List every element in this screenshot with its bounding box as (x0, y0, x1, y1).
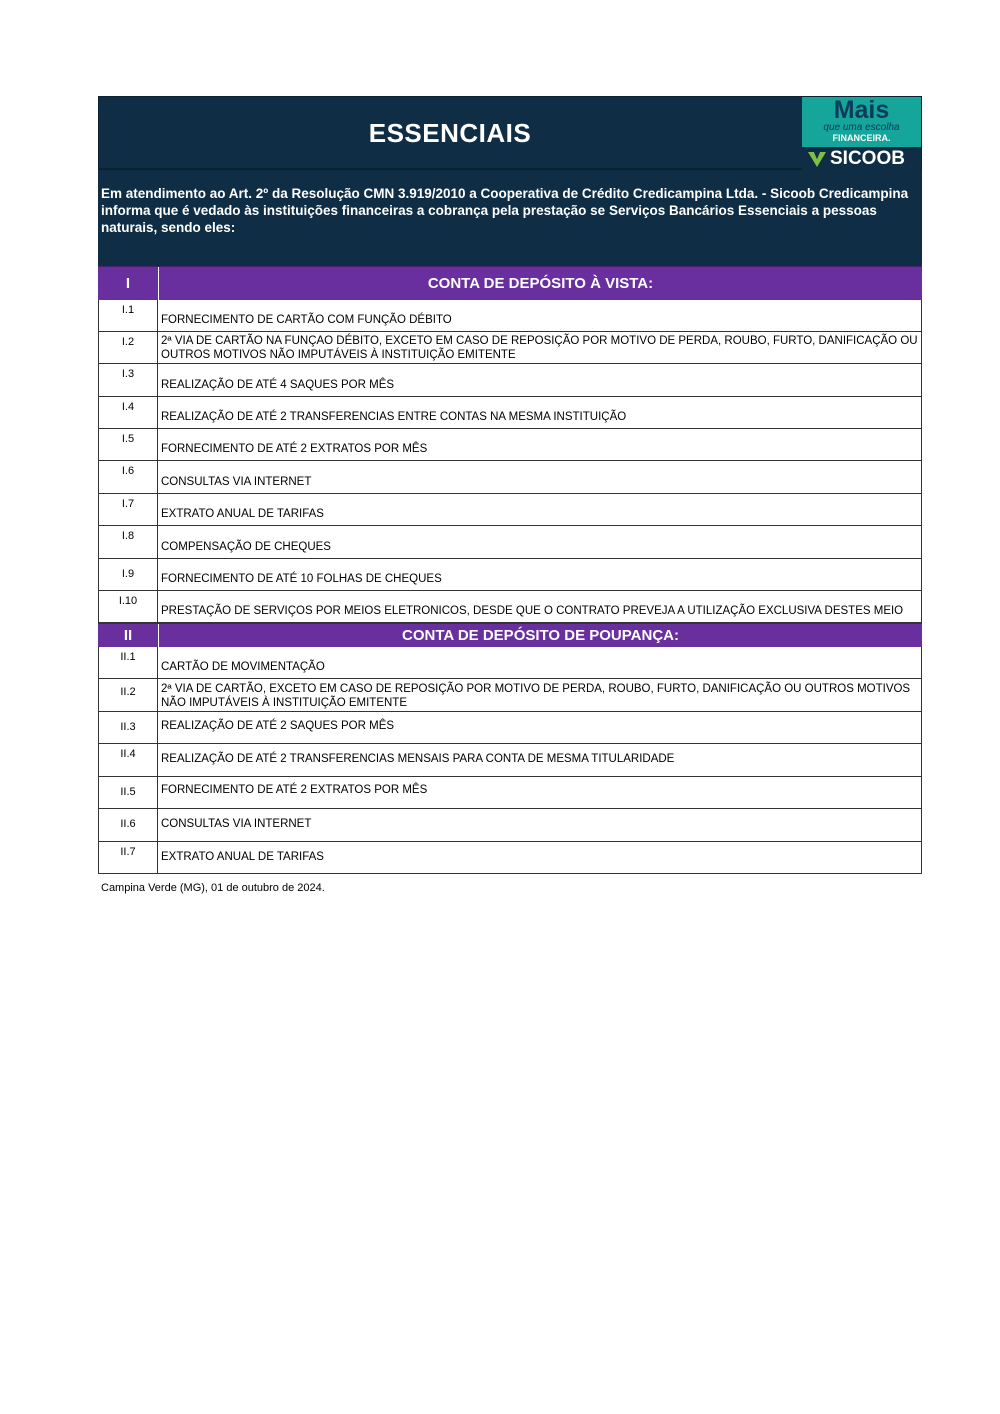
table-row (98, 591, 922, 623)
document-sheet (98, 96, 922, 874)
item-code: I.4 (99, 397, 158, 428)
item-code: II.2 (99, 679, 158, 711)
item-text: CARTÃO DE MOVIMENTAÇÃO (161, 661, 325, 673)
item-text: REALIZAÇÃO DE ATÉ 2 SAQUES POR MÊS (161, 720, 395, 732)
section-header-i (98, 266, 922, 300)
footer-date: Campina Verde (MG), 01 de outubro de 2024. (101, 882, 325, 894)
table-row (98, 494, 922, 526)
item-text: CONSULTAS VIA INTERNET (161, 818, 312, 830)
logo-sub2-text: FINANCEIRA. (832, 133, 891, 143)
sicoob-chevron-icon (808, 150, 826, 168)
table-row (98, 712, 922, 744)
item-text: COMPENSAÇÃO DE CHEQUES (161, 541, 331, 553)
item-text: FORNECIMENTO DE ATÉ 2 EXTRATOS POR MÊS (161, 443, 428, 455)
item-text: EXTRATO ANUAL DE TARIFAS (161, 508, 324, 520)
logo-brand-block (802, 147, 921, 170)
sicoob-logo (802, 97, 921, 170)
item-code: I.10 (99, 591, 158, 622)
item-text: REALIZAÇÃO DE ATÉ 2 TRANSFERENCIAS MENSAIS PARA CONTA DE MESMA TITULARIDADE (161, 753, 675, 765)
item-code: II.7 (99, 842, 158, 873)
item-text: EXTRATO ANUAL DE TARIFAS (161, 851, 324, 863)
header-banner (98, 96, 922, 169)
table-row (98, 300, 922, 332)
table-row (98, 559, 922, 591)
item-text: PRESTAÇÃO DE SERVIÇOS POR MEIOS ELETRONICOS, DESDE QUE O CONTRATO PREVEJA A UTILIZAÇÃO EXCLUSIVA DESTES MEIO (161, 605, 904, 617)
table-row (98, 744, 922, 777)
item-code: I.6 (99, 461, 158, 493)
item-text: CONSULTAS VIA INTERNET (161, 476, 312, 488)
item-text: FORNECIMENTO DE CARTÃO COM FUNÇÃO DÉBITO (161, 314, 452, 326)
item-text: FORNECIMENTO DE ATÉ 10 FOLHAS DE CHEQUES (161, 573, 442, 585)
item-text: FORNECIMENTO DE ATÉ 2 EXTRATOS POR MÊS (161, 784, 428, 796)
item-code: I.7 (99, 494, 158, 525)
table-row (98, 679, 922, 712)
intro-text: Em atendimento ao Art. 2º da Resolução CMN 3.919/2010 a Cooperativa de Crédito Credicampina Ltda. - Sicoob Credicampina informa que é vedado às instituições financeiras a cobrança pela prestação se Serviços Bancários Essenciais a pessoas naturais, sendo eles: (98, 169, 922, 266)
section-number: I (98, 267, 159, 300)
logo-sub-text: que uma escolha (823, 122, 900, 133)
logo-brand-text: SICOOB (830, 148, 905, 169)
item-text: REALIZAÇÃO DE ATÉ 2 TRANSFERENCIAS ENTRE CONTAS NA MESMA INSTITUIÇÃO (161, 411, 627, 423)
item-code: I.8 (99, 526, 158, 558)
table-row (98, 461, 922, 494)
section-title: CONTA DE DEPÓSITO DE POUPANÇA: (402, 627, 679, 644)
item-code: II.3 (99, 712, 158, 743)
table-row (98, 647, 922, 679)
section-title: CONTA DE DEPÓSITO À VISTA: (427, 275, 654, 292)
item-code: I.2 (99, 332, 158, 363)
table-row (98, 397, 922, 429)
item-code: I.5 (99, 429, 158, 460)
item-text: 2ª VIA DE CARTÃO NA FUNÇAO DÉBITO, EXCETO EM CASO DE REPOSIÇÃO POR MOTIVO DE PERDA, ROUBO, FURTO, DANIFICAÇÃO OU OUTROS MOTIVOS NÃO IMPUTÁVEIS À INSTITUIÇÃO EMITENTE (161, 335, 918, 361)
item-text: 2ª VIA DE CARTÃO, EXCETO EM CASO DE REPOSIÇÃO POR MOTIVO DE PERDA, ROUBO, FURTO, DANIFICAÇÃO OU OUTROS MOTIVOS NÃO IMPUTÁVEIS À INSTITUIÇÃO EMITENTE (161, 683, 911, 709)
item-text: REALIZAÇÃO DE ATÉ 4 SAQUES POR MÊS (161, 379, 395, 391)
section-header-ii (98, 623, 922, 647)
item-code: II.4 (99, 744, 158, 776)
table-row (98, 842, 922, 874)
item-code: II.5 (99, 777, 158, 808)
table-row (98, 332, 922, 364)
page-title: ESSENCIAIS (368, 118, 532, 148)
item-code: I.9 (99, 559, 158, 590)
table-row (98, 777, 922, 809)
section-number: II (98, 624, 159, 647)
table-row (98, 526, 922, 559)
logo-slogan-block (802, 97, 921, 147)
item-code: I.1 (99, 300, 158, 331)
logo-mais-text: Mais (833, 96, 890, 124)
item-code: II.6 (99, 809, 158, 841)
table-row (98, 429, 922, 461)
table-row (98, 809, 922, 842)
item-code: II.1 (99, 647, 158, 678)
item-code: I.3 (99, 364, 158, 396)
table-row (98, 364, 922, 397)
